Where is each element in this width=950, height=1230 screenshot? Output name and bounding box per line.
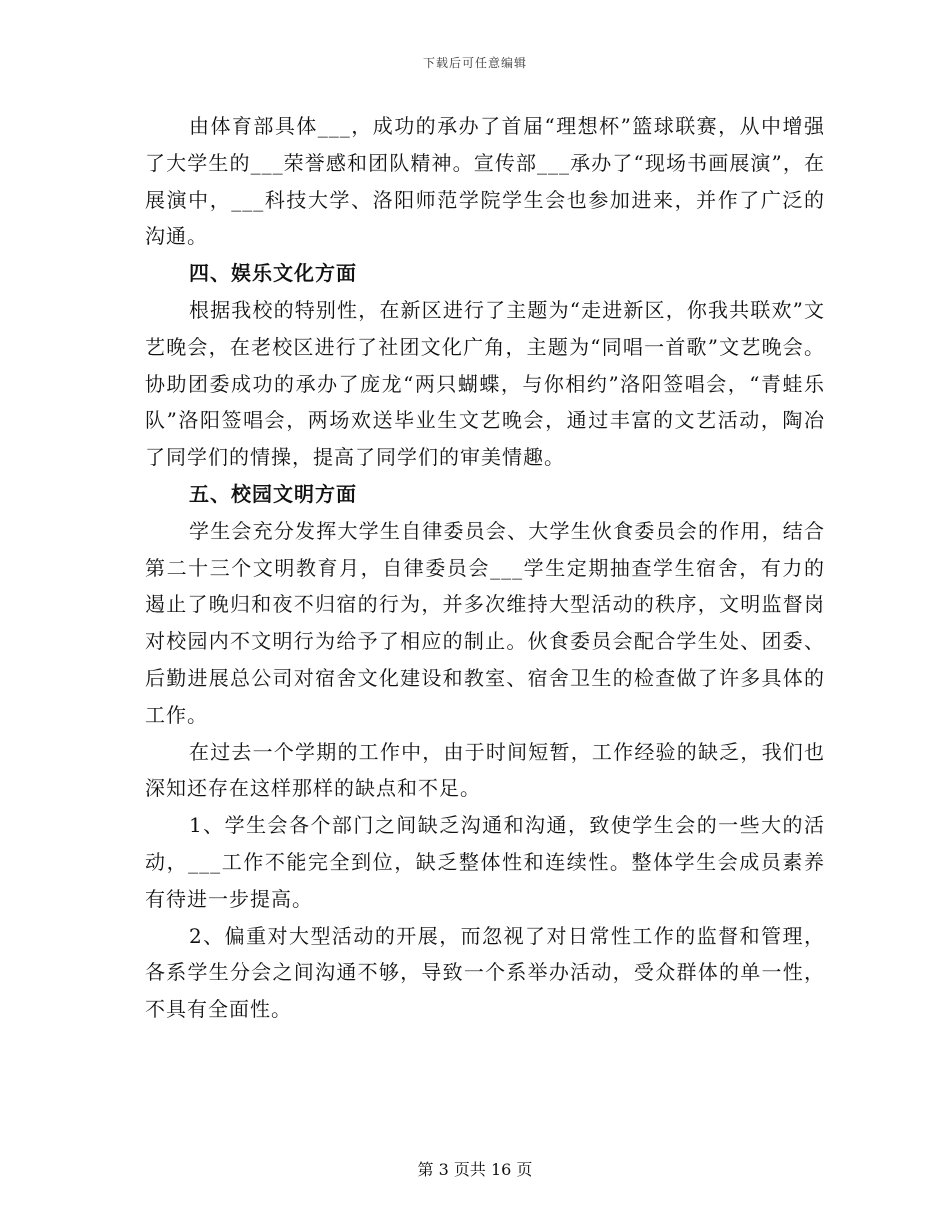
page-header: 下载后可任意编辑 xyxy=(422,56,527,70)
paragraph-campus-civility: 学生会充分发挥大学生自律委员会、大学生伙食委员会的作用，结合第二十三个文明教育月，自律委员会___学生定期抽查学生宿舍，有力的遏止了晚归和夜不归宿的行为，并多次维持大型活动的秩序，文明监督岗对校园内不文明行为给予了相应的制止。伙食委员会配合学生处、团委、后勤进展总公司对宿舍文化建设和教室、宿舍卫生的检查做了许多具体的工作。 xyxy=(145,518,825,727)
paragraph-sports-publicity: 由体育部具体___，成功的承办了首届“理想杯”篮球联赛，从中增强了大学生的___荣誉感和团队精神。宣传部___承办了“现场书画展演”，在展演中，___科技大学、洛阳师范学院学生会也参加进来，并作了广泛的沟通。 xyxy=(145,114,825,249)
section-heading-campus-civility: 五、校园文明方面 xyxy=(189,481,357,506)
paragraph-entertainment: 根据我校的特别性，在新区进行了主题为“走进新区，你我共联欢”文艺晚会，在老校区进行了社团文化广角，主题为“同唱一首歌”文艺晚会。协助团委成功的承办了庞龙“两只蝴蝶，与你相约”洛阳签唱会，“青蛙乐队”洛阳签唱会，两场欢送毕业生文艺晚会，通过丰富的文艺活动，陶冶了同学们的情操，提高了同学们的审美情趣。 xyxy=(145,297,825,470)
paragraph-shortcoming-2: 2、偏重对大型活动的开展，而忽视了对日常性工作的监督和管理，各系学生分会之间沟通不够，导致一个系举办活动，受众群体的单一性，不具有全面性。 xyxy=(145,923,825,1022)
document-body xyxy=(145,108,825,1028)
page-footer: 第 3 页共 16 页 xyxy=(417,1160,533,1179)
section-heading-entertainment: 四、娱乐文化方面 xyxy=(189,261,357,286)
paragraph-shortcoming-1: 1、学生会各个部门之间缺乏沟通和沟通，致使学生会的一些大的活动，___工作不能完全到位，缺乏整体性和连续性。整体学生会成员素养有待进一步提高。 xyxy=(145,813,825,911)
paragraph-shortcomings-intro: 在过去一个学期的工作中，由于时间短暂，工作经验的缺乏，我们也深知还存在这样那样的缺点和不足。 xyxy=(145,739,825,801)
